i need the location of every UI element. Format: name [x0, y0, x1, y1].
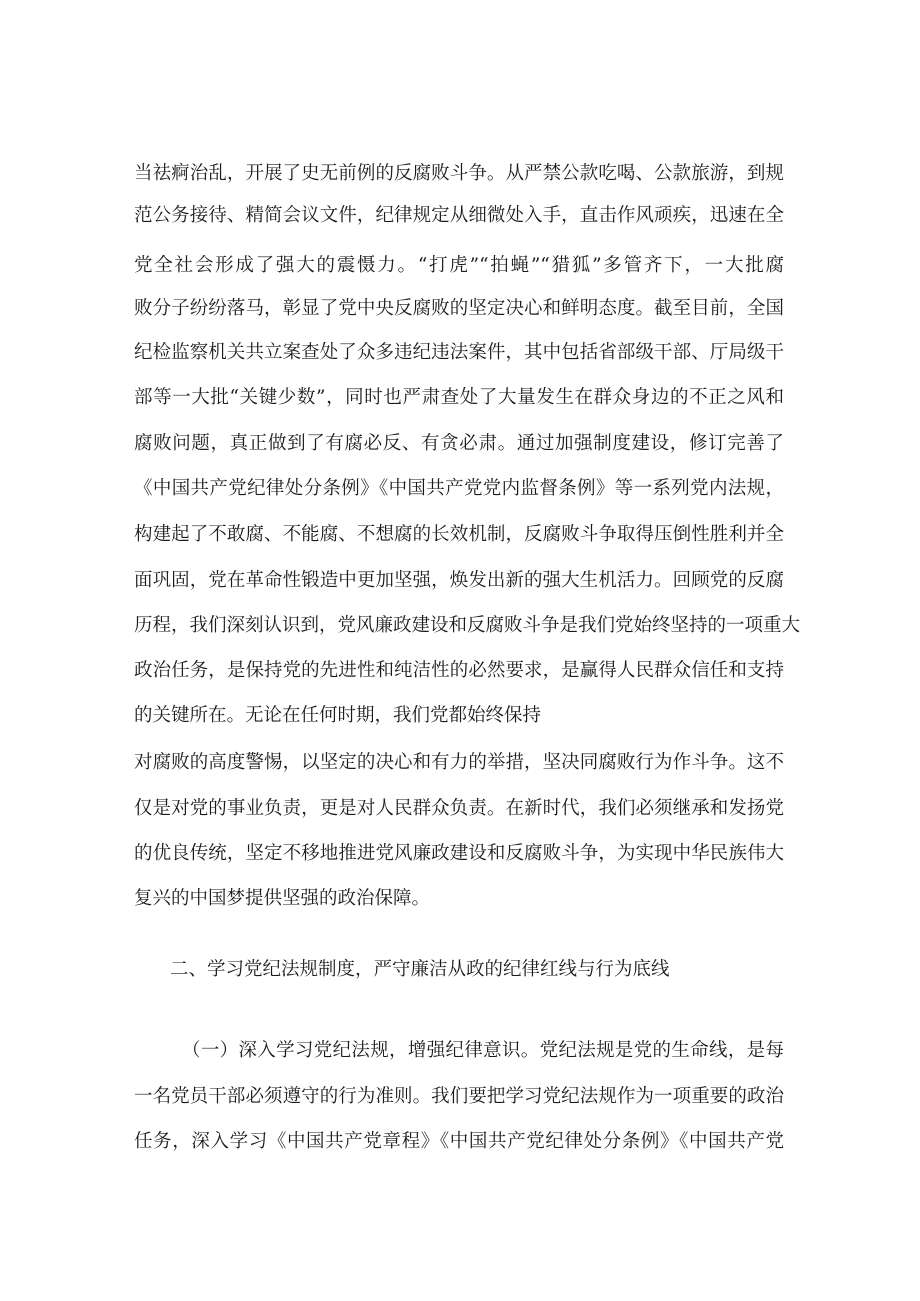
paragraph-2-line-4: 复兴的中国梦提供坚强的政治保障。 — [134, 888, 431, 909]
paragraph-3-line-2: 一名党员干部必须遵守的行为准则。我们要把学习党纪法规作为一项重要的政治 — [134, 1086, 784, 1107]
paragraph-1-line-3: 党全社会形成了强大的震慑力。“打虎”“拍蝇”“猎狐”多管齐下，一大批腐 — [134, 255, 784, 276]
paragraph-1-line-7: 腐败问题，真正做到了有腐必反、有贪必肃。通过加强制度建设，修订完善了 — [134, 433, 784, 454]
paragraph-3-line-3: 任务，深入学习《中国共产党章程》《中国共产党纪律处分条例》《中国共产党 — [134, 1131, 784, 1152]
paragraph-1-line-6: 部等一大批“关键少数”，同时也严肃查处了大量发生在群众身边的不正之风和 — [134, 387, 784, 408]
paragraph-2-line-2: 仅是对党的事业负责，更是对人民群众负责。在新时代，我们必须继承和发扬党 — [134, 798, 784, 819]
paragraph-1-line-4: 败分子纷纷落马，彰显了党中央反腐败的坚定决心和鲜明态度。截至目前，全国 — [134, 298, 784, 319]
paragraph-1-line-1: 当祛痾治乱，开展了史无前例的反腐败斗争。从严禁公款吃喝、公款旅游，到规 — [134, 163, 784, 184]
paragraph-3-line-1: （一）深入学习党纪法规，增强纪律意识。党纪法规是党的生命线，是每 — [182, 1040, 784, 1061]
paragraph-1-line-2: 范公务接待、精简会议文件，纪律规定从细微处入手，直击作风顽疾，迅速在全 — [134, 205, 784, 226]
paragraph-1-line-13: 的关键所在。无论在任何时期，我们党都始终保持 — [134, 705, 542, 726]
section-heading: 二、学习党纪法规制度，严守廉洁从政的纪律红线与行为底线 — [170, 959, 670, 980]
paragraph-1-line-5: 纪检监察机关共立案查处了众多违纪违法案件，其中包括省部级干部、厅局级干 — [134, 342, 784, 363]
paragraph-1-line-10: 面巩固，党在革命性锻造中更加坚强，焕发出新的强大生机活力。回顾党的反腐 — [134, 570, 784, 591]
paragraph-2-line-3: 的优良传统，坚定不移地推进党风廉政建设和反腐败斗争，为实现中华民族伟大 — [134, 843, 784, 864]
paragraph-1-line-9: 构建起了不敢腐、不能腐、不想腐的长效机制，反腐败斗争取得压倒性胜利并全 — [134, 524, 784, 545]
paragraph-1-line-8: 《中国共产党纪律处分条例》《中国共产党党内监督条例》等一系列党内法规， — [134, 478, 784, 499]
paragraph-1-line-12: 政治任务，是保持党的先进性和纯洁性的必然要求，是赢得人民群众信任和支持 — [134, 660, 784, 681]
paragraph-1-line-11: 历程，我们深刻认识到，党风廉政建设和反腐败斗争是我们党始终坚持的一项重大 — [134, 615, 801, 636]
paragraph-2-line-1: 对腐败的高度警惕，以坚定的决心和有力的举措，坚决同腐败行为作斗争。这不 — [134, 752, 784, 773]
